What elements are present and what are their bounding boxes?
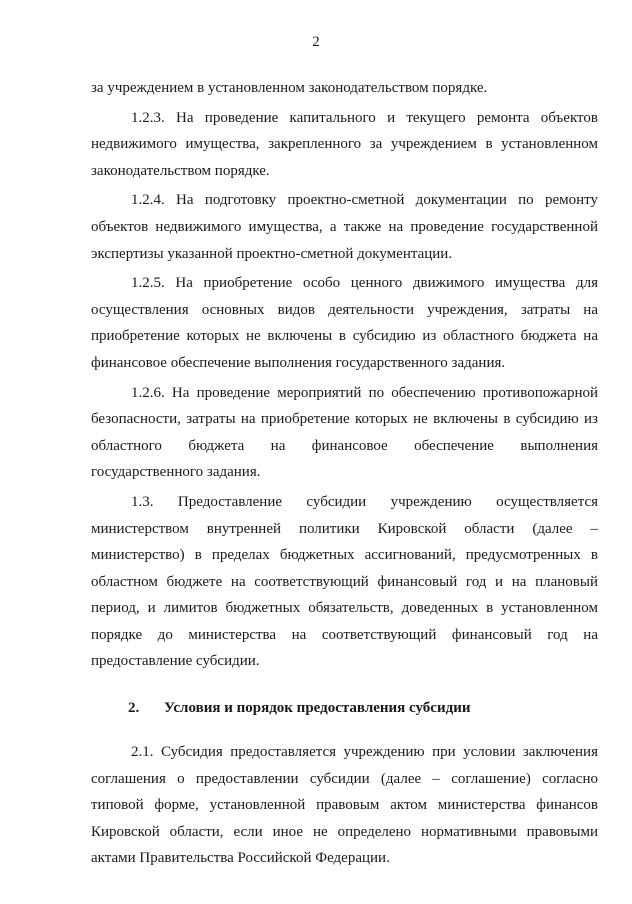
section-number: 2. [128, 700, 140, 717]
paragraph-1-3: 1.3. Предоставление субсидии учреждению осуществляется министерством внутренней политики Кировской области (далее – министерство) в пределах бюджетных ассигнований, предусмотренных в областном бюджете на соответствующий финансовый год и на плановый период, и лимитов бюджетных обязательств, доведенных в установленном порядке до министерства на соответствующий финансовый год на предоставление субсидии. [91, 493, 598, 670]
page-number: 2 [312, 34, 320, 50]
paragraph-1-2-4: 1.2.4. На подготовку проектно-сметной документации по ремонту объектов недвижимого имущества, а также на проведение государственной экспертизы указанной проектно-сметной документации. [91, 192, 598, 262]
paragraph-1-2-5: 1.2.5. На приобретение особо ценного движимого имущества для осуществления основных видов деятельности учреждения, затраты на приобретение которых не включены в субсидию из областного бюджета на финансовое обеспечение выполнения государственного задания. [91, 275, 598, 371]
section-heading [91, 697, 598, 719]
section-title: Условия и порядок предоставления субсидии [164, 700, 471, 717]
paragraph-continuation: за учреждением в установленном законодательством порядке. [91, 80, 488, 96]
document-body [91, 75, 598, 872]
paragraph-1-2-6: 1.2.6. На проведение мероприятий по обеспечению противопожарной безопасности, затраты на приобретение которых не включены в субсидию из областного бюджета на финансовое обеспечение выполнения государственного задания. [91, 384, 598, 481]
paragraph-1-2-3: 1.2.3. На проведение капитального и текущего ремонта объектов недвижимого имущества, закрепленного за учреждением в установленном законодательством порядке. [91, 109, 598, 179]
paragraph-2-1: 2.1. Субсидия предоставляется учреждению при условии заключения соглашения о предоставлении субсидии (далее – соглашение) согласно типовой форме, установленной правовым актом министерства финансов Кировской области, если иное не определено нормативными правовыми актами Правительства Российской Федерации. [91, 744, 598, 867]
